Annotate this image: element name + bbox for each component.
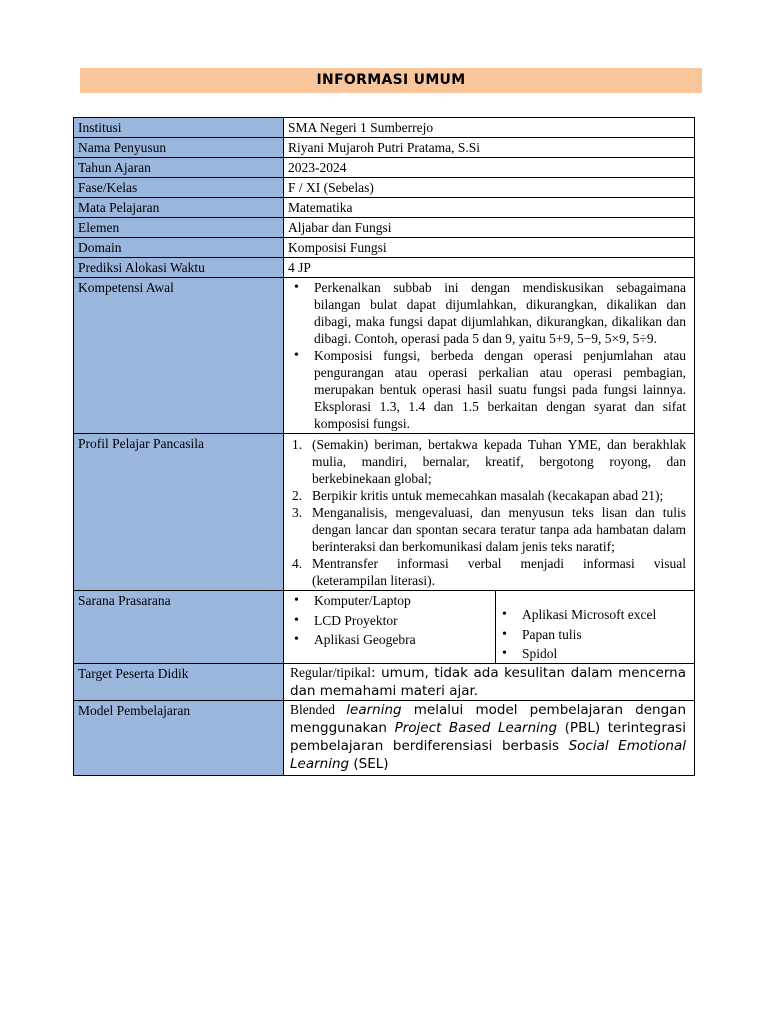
item-number: 1.	[292, 437, 303, 452]
row-value: Riyani Mujaroh Putri Pratama, S.Si	[284, 138, 695, 158]
item-number: 4.	[292, 556, 303, 571]
row-label: Profil Pelajar Pancasila	[74, 434, 284, 591]
sarana-columns	[288, 591, 690, 663]
row-label: Nama Penyusun	[74, 138, 284, 158]
row-value: Matematika	[284, 198, 695, 218]
item-text: (Semakin) beriman, bertakwa kepada Tuhan YME, dan berakhlak mulia, mandiri, bernalar, kreatif, bergotong royong, dan berkebinekaan global;	[312, 437, 686, 486]
list-item	[292, 436, 686, 487]
numbered-list	[288, 436, 690, 589]
list-item: • Spidol	[522, 644, 690, 664]
table-row	[74, 118, 695, 138]
sarana-left-column	[288, 591, 496, 663]
bullet-list	[288, 591, 495, 650]
sarana-content	[284, 591, 695, 664]
list-item	[292, 487, 686, 504]
target-prefix: Regular/tipikal	[290, 665, 371, 680]
item-number: 2.	[292, 488, 303, 503]
item-text: Menganalisis, mengevaluasi, dan menyusun teks lisan dan tulis dengan lancar dan spontan secara teratur tanpa ada hambatan dalam berinteraksi dan berkomunikasi dalam jenis teks naratif;	[312, 505, 686, 554]
model-text: melalui model pembelajaran dengan menggunakan	[290, 702, 686, 736]
info-table	[73, 117, 695, 776]
table-row-profil	[74, 434, 695, 591]
kompetensi-content	[284, 278, 695, 434]
row-label: Target Peserta Didik	[74, 664, 284, 701]
list-item: • Aplikasi Microsoft excel	[522, 605, 690, 625]
bullet-list	[496, 605, 690, 664]
row-label: Kompetensi Awal	[74, 278, 284, 434]
list-item	[292, 555, 686, 589]
list-item: • Komputer/Laptop	[314, 591, 495, 611]
row-label: Domain	[74, 238, 284, 258]
row-value: F / XI (Sebelas)	[284, 178, 695, 198]
list-item: • LCD Proyektor	[314, 611, 495, 631]
list-item: • Aplikasi Geogebra	[314, 630, 495, 650]
table-row	[74, 158, 695, 178]
model-sel: Social Emotional Learning	[290, 738, 686, 772]
table-row	[74, 198, 695, 218]
row-label: Sarana Prasarana	[74, 591, 284, 664]
row-label: Mata Pelajaran	[74, 198, 284, 218]
item-text: Mentransfer informasi verbal menjadi informasi visual (keterampilan literasi).	[312, 556, 686, 588]
table-row	[74, 238, 695, 258]
table-row-model	[74, 701, 695, 776]
list-item: • Komposisi fungsi, berbeda dengan operasi penjumlahan atau pengurangan atau operasi perkalian atau operasi pembagian, merupakan bentuk operasi hasil suatu fungsi pada fungsi lainnya. Eksplorasi 1.3, 1.4 dan 1.5 berkaitan dengan syarat dan sifat komposisi fungsi.	[314, 347, 686, 432]
section-title: INFORMASI UMUM	[80, 68, 702, 93]
sarana-right-column	[496, 591, 690, 663]
list-item: • Papan tulis	[522, 625, 690, 645]
table-row-target	[74, 664, 695, 701]
row-value: Komposisi Fungsi	[284, 238, 695, 258]
target-content	[284, 664, 695, 701]
item-number: 3.	[292, 505, 303, 520]
model-content	[284, 701, 695, 776]
table-row	[74, 258, 695, 278]
row-label: Prediksi Alokasi Waktu	[74, 258, 284, 278]
table-row	[74, 138, 695, 158]
row-label: Tahun Ajaran	[74, 158, 284, 178]
profil-content	[284, 434, 695, 591]
item-text: Berpikir kritis untuk memecahkan masalah (kecakapan abad 21);	[312, 488, 664, 503]
row-value: Aljabar dan Fungsi	[284, 218, 695, 238]
row-label: Institusi	[74, 118, 284, 138]
row-label: Model Pembelajaran	[74, 701, 284, 776]
bullet-list	[288, 279, 690, 432]
model-text: (PBL) terintegrasi pembelajaran berdiferensiasi berbasis	[290, 720, 686, 754]
table-row-kompetensi	[74, 278, 695, 434]
row-label: Fase/Kelas	[74, 178, 284, 198]
row-value: 2023-2024	[284, 158, 695, 178]
target-text: : umum, tidak ada kesulitan dalam mencerna dan memahami materi ajar.	[290, 665, 686, 699]
row-value: SMA Negeri 1 Sumberrejo	[284, 118, 695, 138]
model-word-learning: learning	[346, 702, 402, 718]
model-word-blended: Blended	[290, 702, 335, 717]
model-text: (SEL)	[349, 756, 389, 772]
row-label: Elemen	[74, 218, 284, 238]
row-value: 4 JP	[284, 258, 695, 278]
list-item	[292, 504, 686, 555]
list-item: • Perkenalkan subbab ini dengan mendiskusikan sebagaimana bilangan bulat dapat dijumlahkan, dikurangkan, dikalikan dan dibagi, maka fungsi dapat dijumlahkan, dikurangkan, dikalikan dan dibagi. Contoh, operasi pada 5 dan 9, yaitu 5+9, 5−9, 5×9, 5÷9.	[314, 279, 686, 347]
table-row-sarana	[74, 591, 695, 664]
table-row	[74, 218, 695, 238]
table-row	[74, 178, 695, 198]
model-pbl: Project Based Learning	[394, 720, 558, 736]
